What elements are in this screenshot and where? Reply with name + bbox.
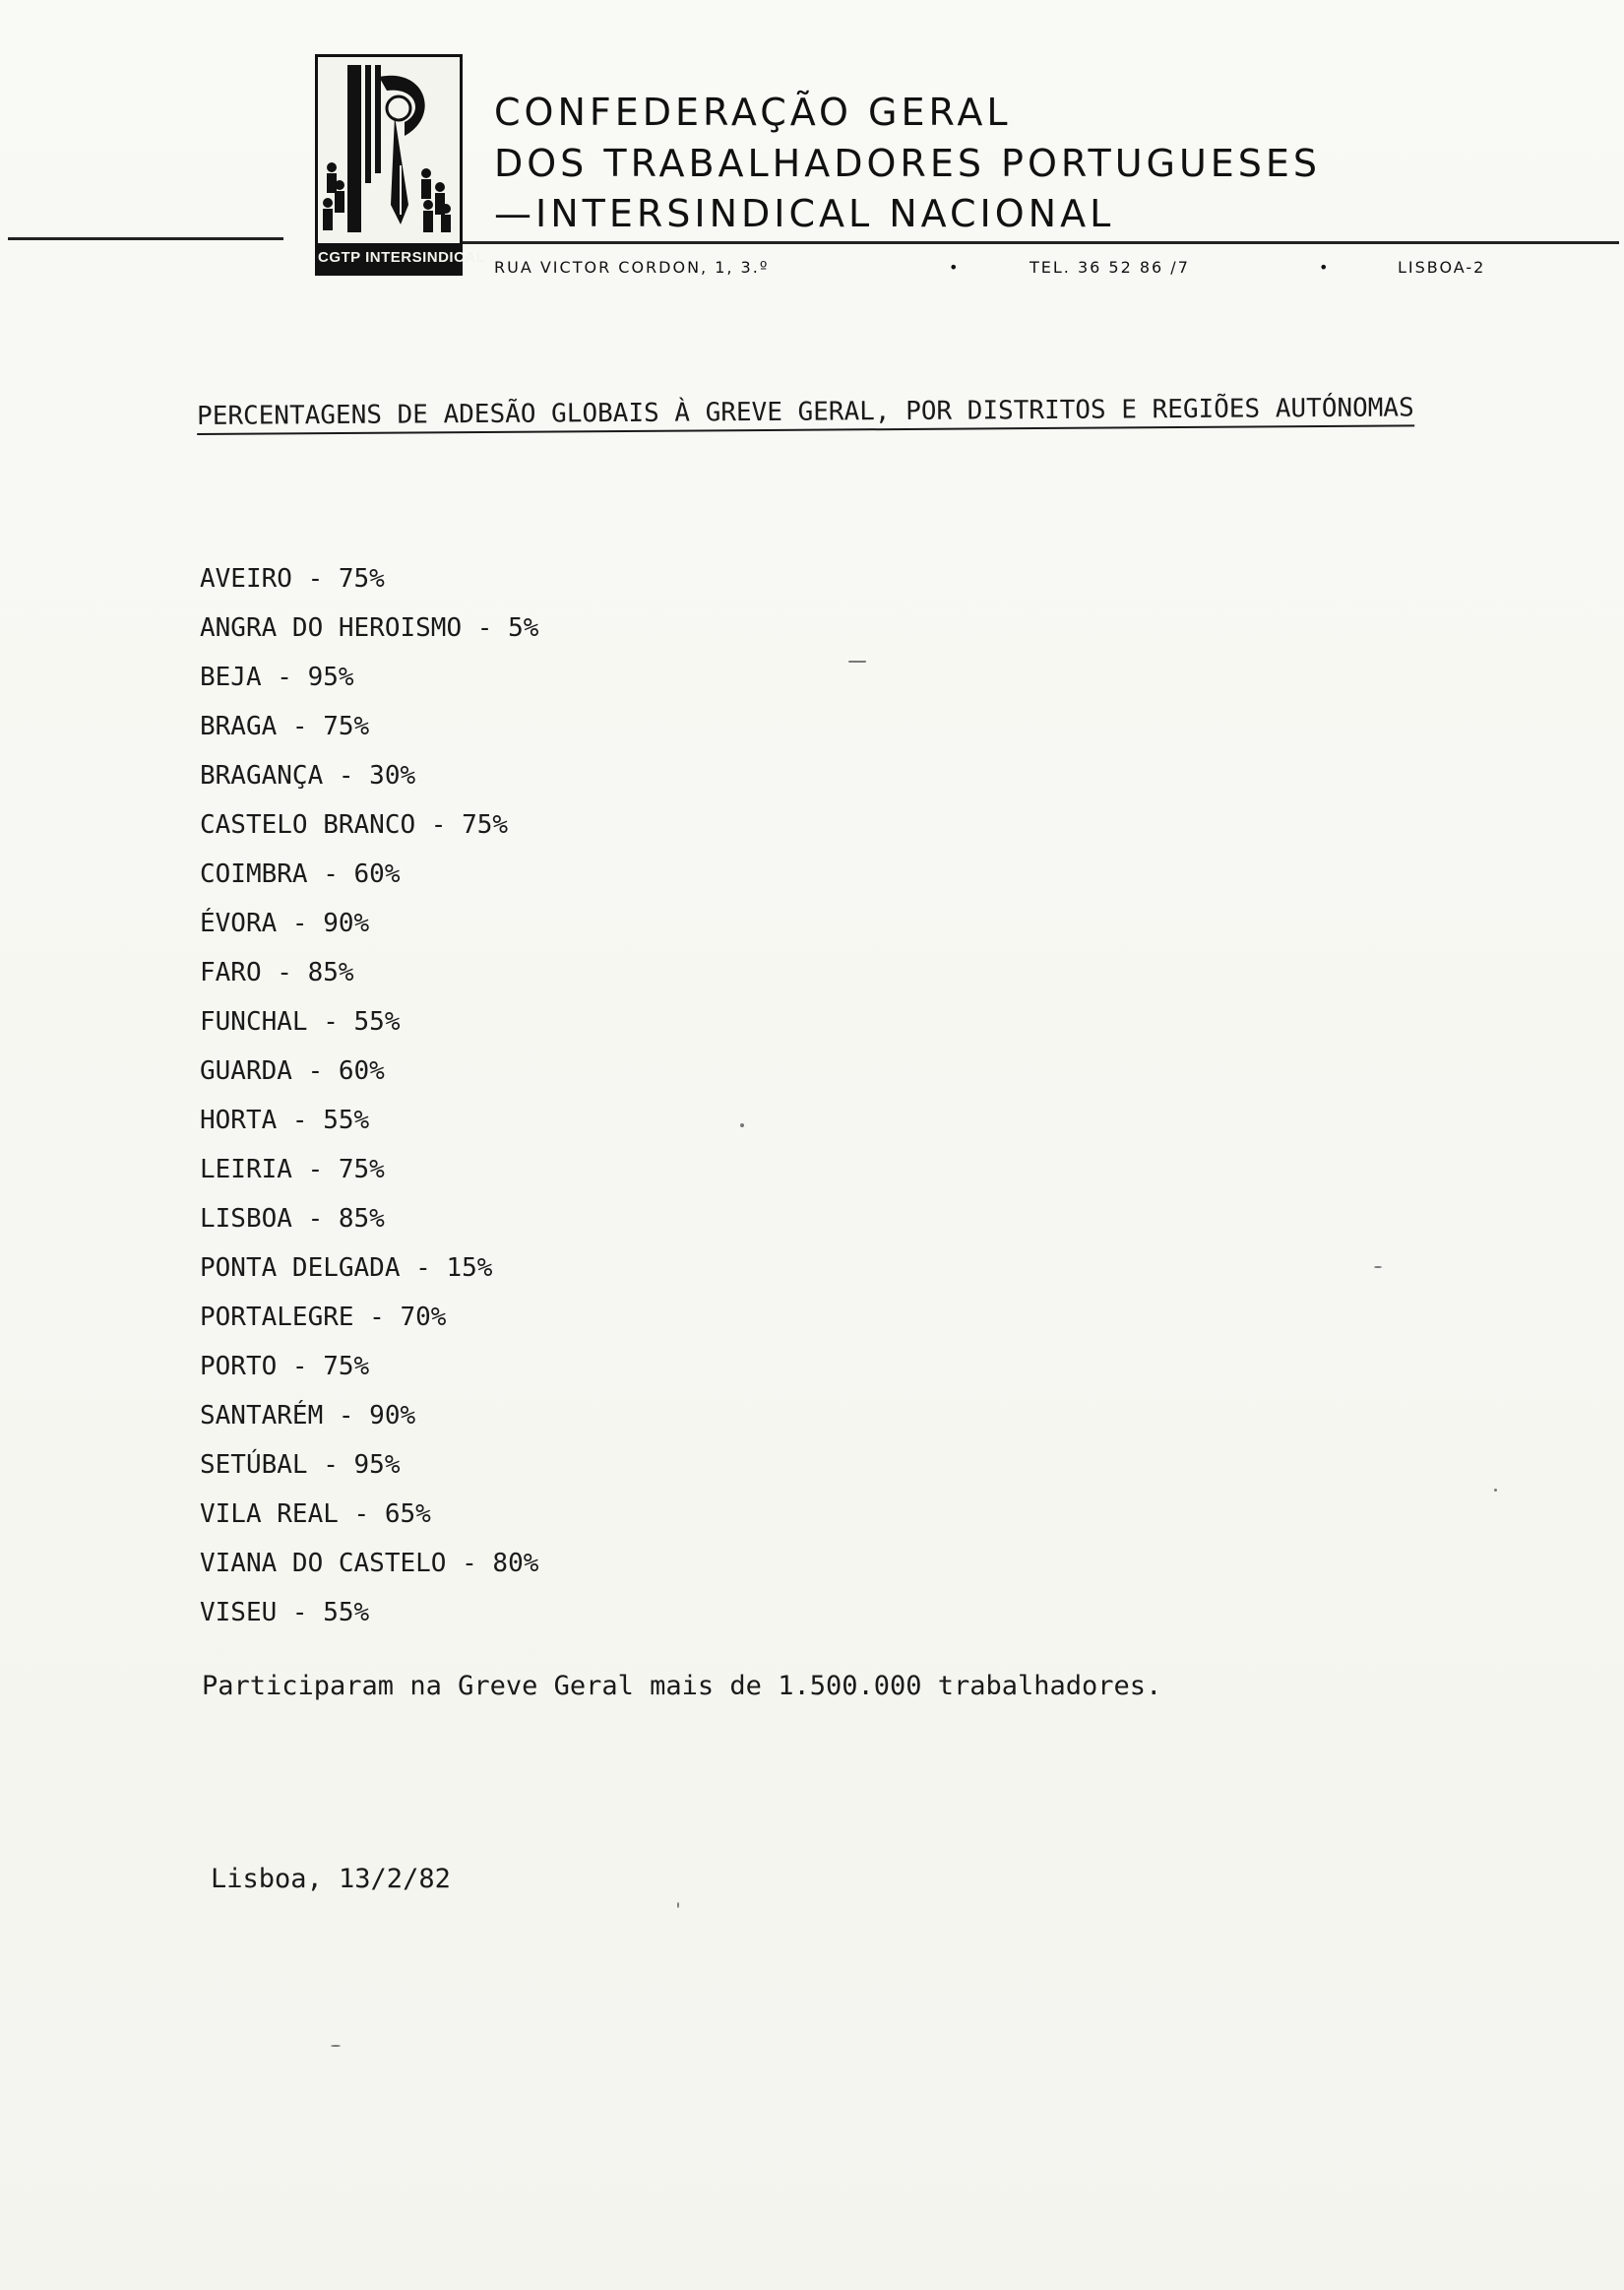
list-item: HORTA - 55% (200, 1106, 370, 1135)
address-separator-2: • (1319, 258, 1331, 277)
address-separator-1: • (949, 258, 961, 277)
org-name-line-3: —INTERSINDICAL NACIONAL (494, 192, 1115, 235)
list-item: SANTARÉM - 90% (200, 1401, 416, 1431)
list-item: COIMBRA - 60% (200, 859, 401, 889)
logo-caption: CGTP INTERSINDICAL (318, 243, 460, 273)
address-street: RUA VICTOR CORDON, 1, 3.º (494, 258, 770, 277)
list-item: VIANA DO CASTELO - 80% (200, 1549, 539, 1578)
list-item: SETÚBAL - 95% (200, 1450, 401, 1480)
list-item: FUNCHAL - 55% (200, 1007, 401, 1037)
list-item: CASTELO BRANCO - 75% (200, 810, 509, 840)
logo-emblem-icon (318, 57, 460, 244)
org-name-line-2: DOS TRABALHADORES PORTUGUESES (494, 142, 1322, 185)
list-item: BEJA - 95% (200, 663, 354, 692)
place-date: Lisboa, 13/2/82 (211, 1864, 451, 1894)
list-item: BRAGANÇA - 30% (200, 761, 416, 791)
list-item: GUARDA - 60% (200, 1056, 385, 1086)
letterhead-rule-right (463, 241, 1619, 244)
scan-speck (1494, 1489, 1497, 1492)
list-item: VISEU - 55% (200, 1598, 370, 1627)
list-item: PORTALEGRE - 70% (200, 1303, 447, 1332)
scan-speck (740, 1123, 744, 1127)
scan-speck (1374, 1266, 1382, 1268)
address-phone: TEL. 36 52 86 /7 (1030, 258, 1190, 277)
document-title: PERCENTAGENS DE ADESÃO GLOBAIS À GREVE GERAL, POR DISTRITOS E REGIÕES AUTÓNOMAS (197, 393, 1414, 435)
list-item: PORTO - 75% (200, 1352, 370, 1381)
list-item: ANGRA DO HEROISMO - 5% (200, 613, 539, 643)
org-name-line-1: CONFEDERAÇÃO GERAL (494, 91, 1012, 134)
list-item: LEIRIA - 75% (200, 1155, 385, 1184)
list-item: ÉVORA - 90% (200, 909, 370, 938)
list-item: LISBOA - 85% (200, 1204, 385, 1234)
list-item: AVEIRO - 75% (200, 564, 385, 594)
list-item: VILA REAL - 65% (200, 1499, 431, 1529)
letterhead-rule-left (8, 237, 283, 240)
address-city: LISBOA-2 (1398, 258, 1486, 277)
list-item: PONTA DELGADA - 15% (200, 1253, 493, 1283)
list-item: FARO - 85% (200, 958, 354, 987)
scan-speck (331, 2045, 341, 2047)
summary-text: Participaram na Greve Geral mais de 1.500.000 trabalhadores. (202, 1671, 1162, 1701)
district-list (200, 564, 538, 1647)
scan-speck (848, 661, 866, 663)
scan-speck (677, 1902, 679, 1908)
list-item: BRAGA - 75% (200, 712, 370, 741)
cgtp-logo (315, 54, 486, 276)
